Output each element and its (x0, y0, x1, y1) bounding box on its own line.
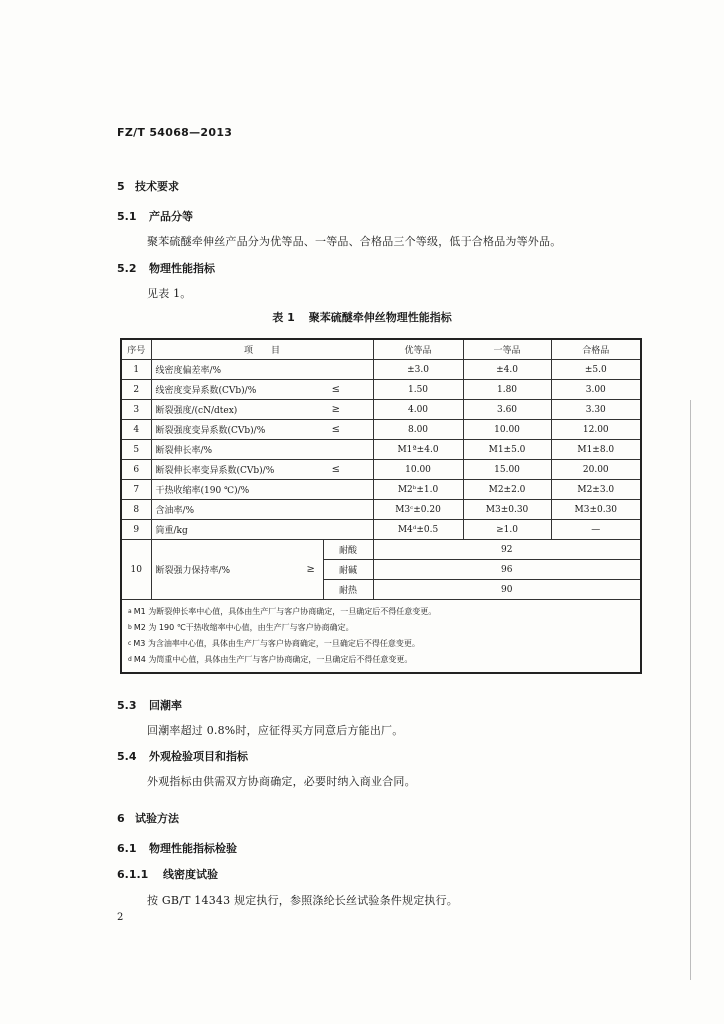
row-symbol (299, 440, 373, 460)
row-grade-qualified: M3±0.30 (551, 500, 641, 520)
page-number: 2 (117, 912, 124, 923)
row-seq: 4 (121, 420, 151, 440)
footnote: $^c$ M3 为含油率中心值，具体由生产厂与客户协商确定，一旦确定后不得任意变更。 (128, 639, 420, 648)
row-grade-qualified: 3.00 (551, 380, 641, 400)
row-grade-qualified: 20.00 (551, 460, 641, 480)
row-grade-premium: M4ᵈ±0.5 (373, 520, 463, 540)
row-grade-qualified: 12.00 (551, 420, 641, 440)
row-item: 线密度偏差率/% (151, 360, 299, 380)
row-item: 断裂伸长率变异系数(CVb)/% (151, 460, 299, 480)
row-grade-first: M3±0.30 (463, 500, 551, 520)
paragraph-5-2: 见表 1。 (147, 287, 192, 300)
row10-sub-label: 耐酸 (323, 540, 373, 560)
paragraph-5-1: 聚苯硫醚牵伸丝产品分为优等品、一等品、合格品三个等级，低于合格品为等外品。 (147, 235, 562, 248)
table-row (121, 480, 641, 500)
table-row (121, 460, 641, 480)
footnote: $^b$ M2 为 190 ℃干热收缩率中心值，由生产厂与客户协商确定。 (128, 623, 354, 632)
row-item: 断裂伸长率/% (151, 440, 299, 460)
heading-section-6-1-1: 6.1.1 线密度试验 (117, 868, 218, 881)
header-item: 项 目 (151, 339, 373, 360)
row-symbol (299, 480, 373, 500)
footnote: $^a$ M1 为断裂伸长率中心值，具体由生产厂与客户协商确定，一旦确定后不得任意变更。 (128, 607, 437, 616)
row-symbol: ≤ (299, 460, 373, 480)
heading-section-6-1: 6.1 物理性能指标检验 (117, 842, 237, 855)
header-grade-first: 一等品 (463, 339, 551, 360)
header-grade-premium: 优等品 (373, 339, 463, 360)
row10-sub-value: 90 (373, 580, 641, 600)
row-symbol (299, 360, 373, 380)
table-row (121, 440, 641, 460)
row-item: 断裂强度变异系数(CVb)/% (151, 420, 299, 440)
row-seq: 5 (121, 440, 151, 460)
row-grade-premium: M2ᵇ±1.0 (373, 480, 463, 500)
heading-section-6: 6 试验方法 (117, 812, 179, 825)
row-symbol (299, 520, 373, 540)
table-footnotes (121, 600, 641, 674)
row-item: 断裂强度/(cN/dtex) (151, 400, 299, 420)
row-seq: 8 (121, 500, 151, 520)
row-grade-qualified: ±5.0 (551, 360, 641, 380)
row-grade-premium: 10.00 (373, 460, 463, 480)
row-grade-first: 10.00 (463, 420, 551, 440)
row-seq: 1 (121, 360, 151, 380)
heading-section-5: 5 技术要求 (117, 180, 179, 193)
row-grade-premium: ±3.0 (373, 360, 463, 380)
paragraph-5-3: 回潮率超过 0.8%时，应征得买方同意后方能出厂。 (147, 724, 404, 737)
row-grade-first: M1±5.0 (463, 440, 551, 460)
row10-seq: 10 (121, 540, 151, 600)
paragraph-5-4: 外观指标由供需双方协商确定，必要时纳入商业合同。 (147, 775, 416, 788)
table-row (121, 500, 641, 520)
table-row (121, 400, 641, 420)
row-grade-premium: 8.00 (373, 420, 463, 440)
row-symbol: ≤ (299, 420, 373, 440)
heading-section-5-3: 5.3 回潮率 (117, 699, 182, 712)
row-grade-first: 15.00 (463, 460, 551, 480)
row-seq: 7 (121, 480, 151, 500)
row-grade-qualified: M2±3.0 (551, 480, 641, 500)
page-edge-line (690, 400, 691, 980)
row-grade-qualified: — (551, 520, 641, 540)
spec-table (120, 338, 642, 674)
table-row (121, 420, 641, 440)
row-grade-premium: 1.50 (373, 380, 463, 400)
row-grade-premium: M3ᶜ±0.20 (373, 500, 463, 520)
row-item: 筒重/kg (151, 520, 299, 540)
row-grade-premium: 4.00 (373, 400, 463, 420)
header-grade-qualified: 合格品 (551, 339, 641, 360)
row-item: 干热收缩率(190 ℃)/% (151, 480, 299, 500)
row10-sub-value: 96 (373, 560, 641, 580)
row-item: 含油率/% (151, 500, 299, 520)
row10-sub-value: 92 (373, 540, 641, 560)
table-caption: 表 1 聚苯硫醚牵伸丝物理性能指标 (272, 311, 452, 324)
row-grade-first: 1.80 (463, 380, 551, 400)
row-seq: 9 (121, 520, 151, 540)
footnote: $^d$ M4 为筒重中心值，具体由生产厂与客户协商确定，一旦确定后不得任意变更。 (128, 655, 413, 664)
row-seq: 3 (121, 400, 151, 420)
row-symbol: ≥ (299, 400, 373, 420)
row-item: 线密度变异系数(CVb)/% (151, 380, 299, 400)
paragraph-6-1-1: 按 GB/T 14343 规定执行，参照涤纶长丝试验条件规定执行。 (147, 894, 458, 907)
header-seq: 序号 (121, 339, 151, 360)
row-symbol: ≤ (299, 380, 373, 400)
row10-sub-label: 耐热 (323, 580, 373, 600)
row-grade-first: ±4.0 (463, 360, 551, 380)
table-row (121, 380, 641, 400)
row10-sub-label: 耐碱 (323, 560, 373, 580)
table-footnotes-row (121, 600, 641, 674)
heading-section-5-1: 5.1 产品分等 (117, 210, 193, 223)
row-grade-qualified: M1±8.0 (551, 440, 641, 460)
row-grade-premium: M1ª±4.0 (373, 440, 463, 460)
row-grade-qualified: 3.30 (551, 400, 641, 420)
row-grade-first: M2±2.0 (463, 480, 551, 500)
row-symbol (299, 500, 373, 520)
table-header-row (121, 339, 641, 360)
row10-symbol: ≥ (299, 540, 323, 600)
row-grade-first: 3.60 (463, 400, 551, 420)
table-row (121, 520, 641, 540)
row-seq: 6 (121, 460, 151, 480)
row-grade-first: ≥1.0 (463, 520, 551, 540)
heading-section-5-4: 5.4 外观检验项目和指标 (117, 750, 248, 763)
table-row (121, 360, 641, 380)
row10-item: 断裂强力保持率/% (151, 540, 299, 600)
heading-section-5-2: 5.2 物理性能指标 (117, 262, 215, 275)
table-row-10a (121, 540, 641, 560)
standard-code: FZ/T 54068—2013 (117, 126, 233, 139)
row-seq: 2 (121, 380, 151, 400)
